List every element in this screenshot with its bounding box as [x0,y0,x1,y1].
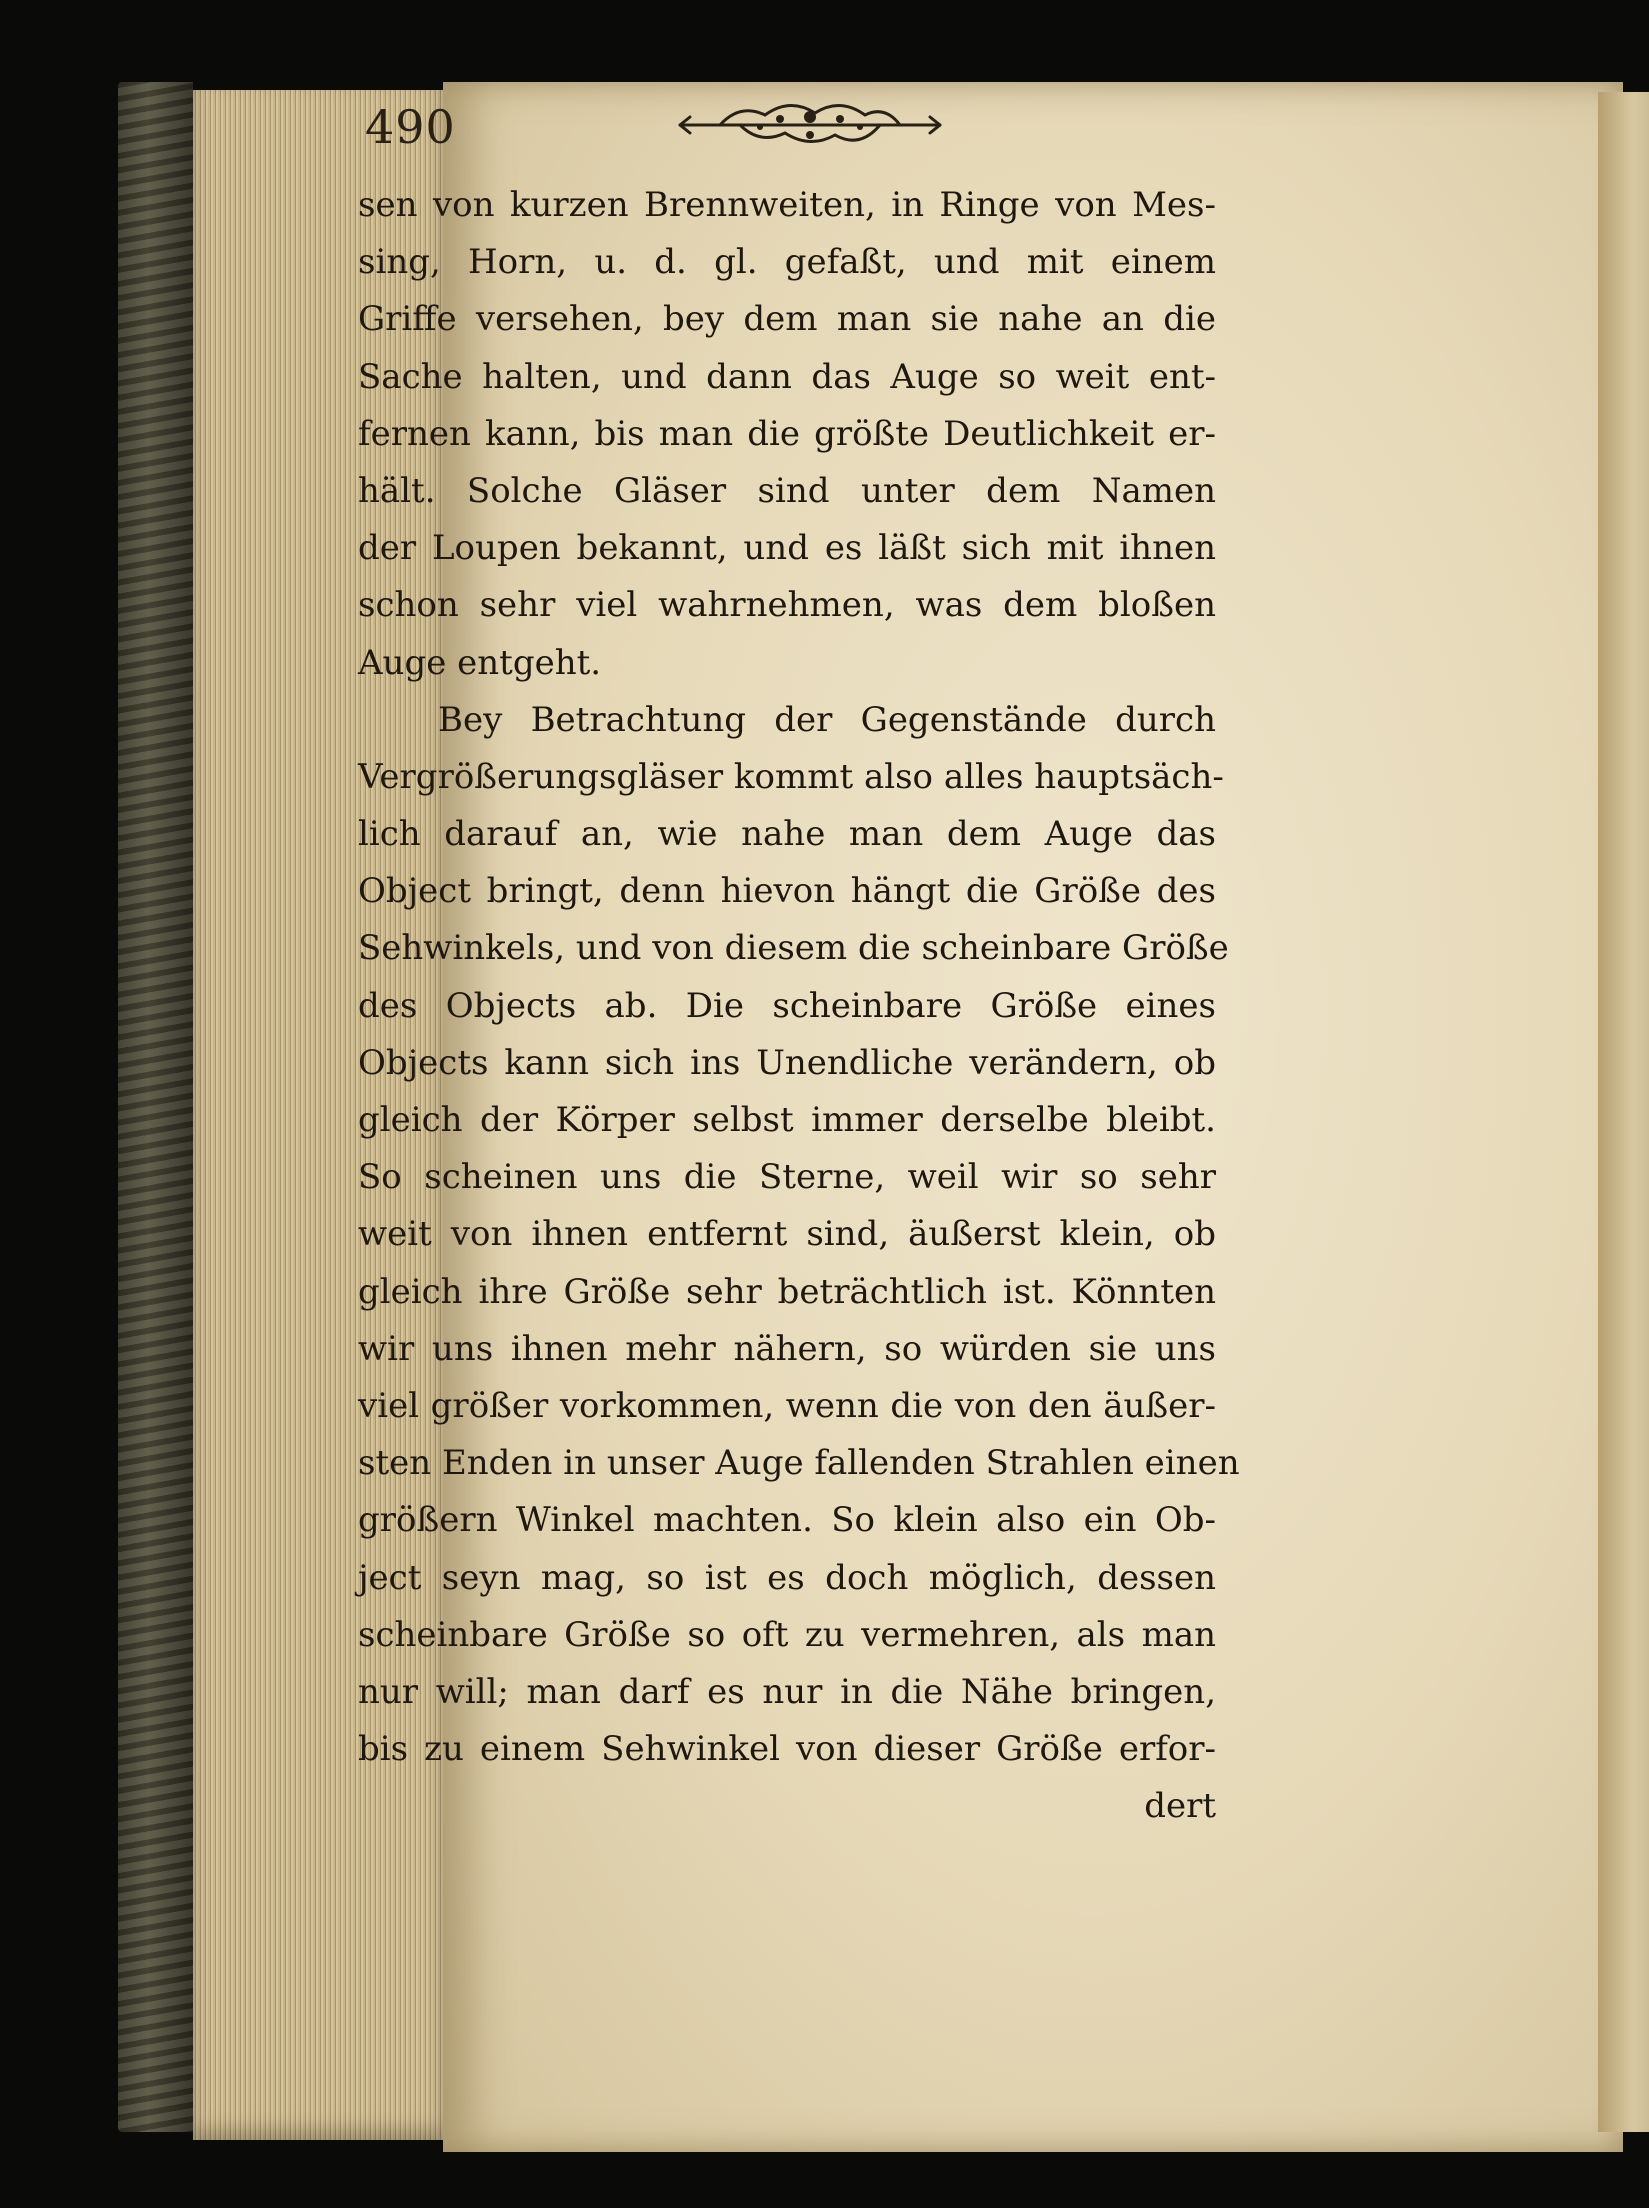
text-line: Object bringt, denn hievon hängt die Größe des [358,871,1216,912]
text-line: größern Winkel machten. So klein also ein Ob- [358,1500,1216,1541]
page-number: 490 [365,100,456,154]
text-line: weit von ihnen entfernt sind, äußerst klein, ob [358,1214,1216,1255]
text-line: des Objects ab. Die scheinbare Größe eines [358,985,1216,1026]
text-line: viel größer vorkommen, wenn die von den äußer- [358,1385,1216,1426]
text-line: Sache halten, und dann das Auge so weit ent- [358,356,1216,397]
decorative-vignette-icon [660,95,960,155]
text-line: wir uns ihnen mehr nähern, so würden sie uns [358,1328,1216,1369]
text-line: Vergrößerungsgläser kommt also alles hauptsäch- [358,756,1224,797]
text-line: gleich der Körper selbst immer derselbe bleibt. [358,1100,1216,1140]
body-text [358,177,1240,1835]
text-line: bis zu einem Sehwinkel von dieser Größe erfor- [358,1729,1216,1770]
text-line: fernen kann, bis man die größte Deutlichkeit er- [358,413,1216,454]
book-cover [118,82,193,2132]
text-line: sen von kurzen Brennweiten, in Ringe von Mes- [358,185,1216,225]
text-line: Bey Betrachtung der Gegenstände durch [438,699,1216,740]
text-line: nur will; man darf es nur in die Nähe bringen, [358,1671,1216,1712]
text-line: sing, Horn, u. d. gl. gefaßt, und mit einem [358,242,1216,283]
text-line: Auge entgeht. [358,642,602,683]
text-line: lich darauf an, wie nahe man dem Auge das [358,814,1216,855]
text-line: der Loupen bekannt, und es läßt sich mit ihnen [358,528,1216,569]
text-line: schon sehr viel wahrnehmen, was dem bloßen [358,585,1216,626]
text-line: So scheinen uns die Sterne, weil wir so sehr [358,1157,1216,1198]
text-line: scheinbare Größe so oft zu vermehren, als man [358,1614,1216,1655]
text-line: ject seyn mag, so ist es doch möglich, dessen [358,1557,1216,1598]
text-line: Sehwinkels, und von diesem die scheinbare Größe [358,928,1229,969]
next-page-edge [1598,92,1649,2132]
text-line: Objects kann sich ins Unendliche verändern, ob [358,1042,1216,1083]
text-line: gleich ihre Größe sehr beträchtlich ist. Könnten [358,1271,1216,1312]
text-line: sten Enden in unser Auge fallenden Strahlen einen [358,1443,1240,1484]
text-line: Griffe versehen, bey dem man sie nahe an die [358,299,1216,340]
text-line: hält. Solche Gläser sind unter dem Namen [358,470,1216,511]
text-line: dert [1144,1786,1216,1827]
